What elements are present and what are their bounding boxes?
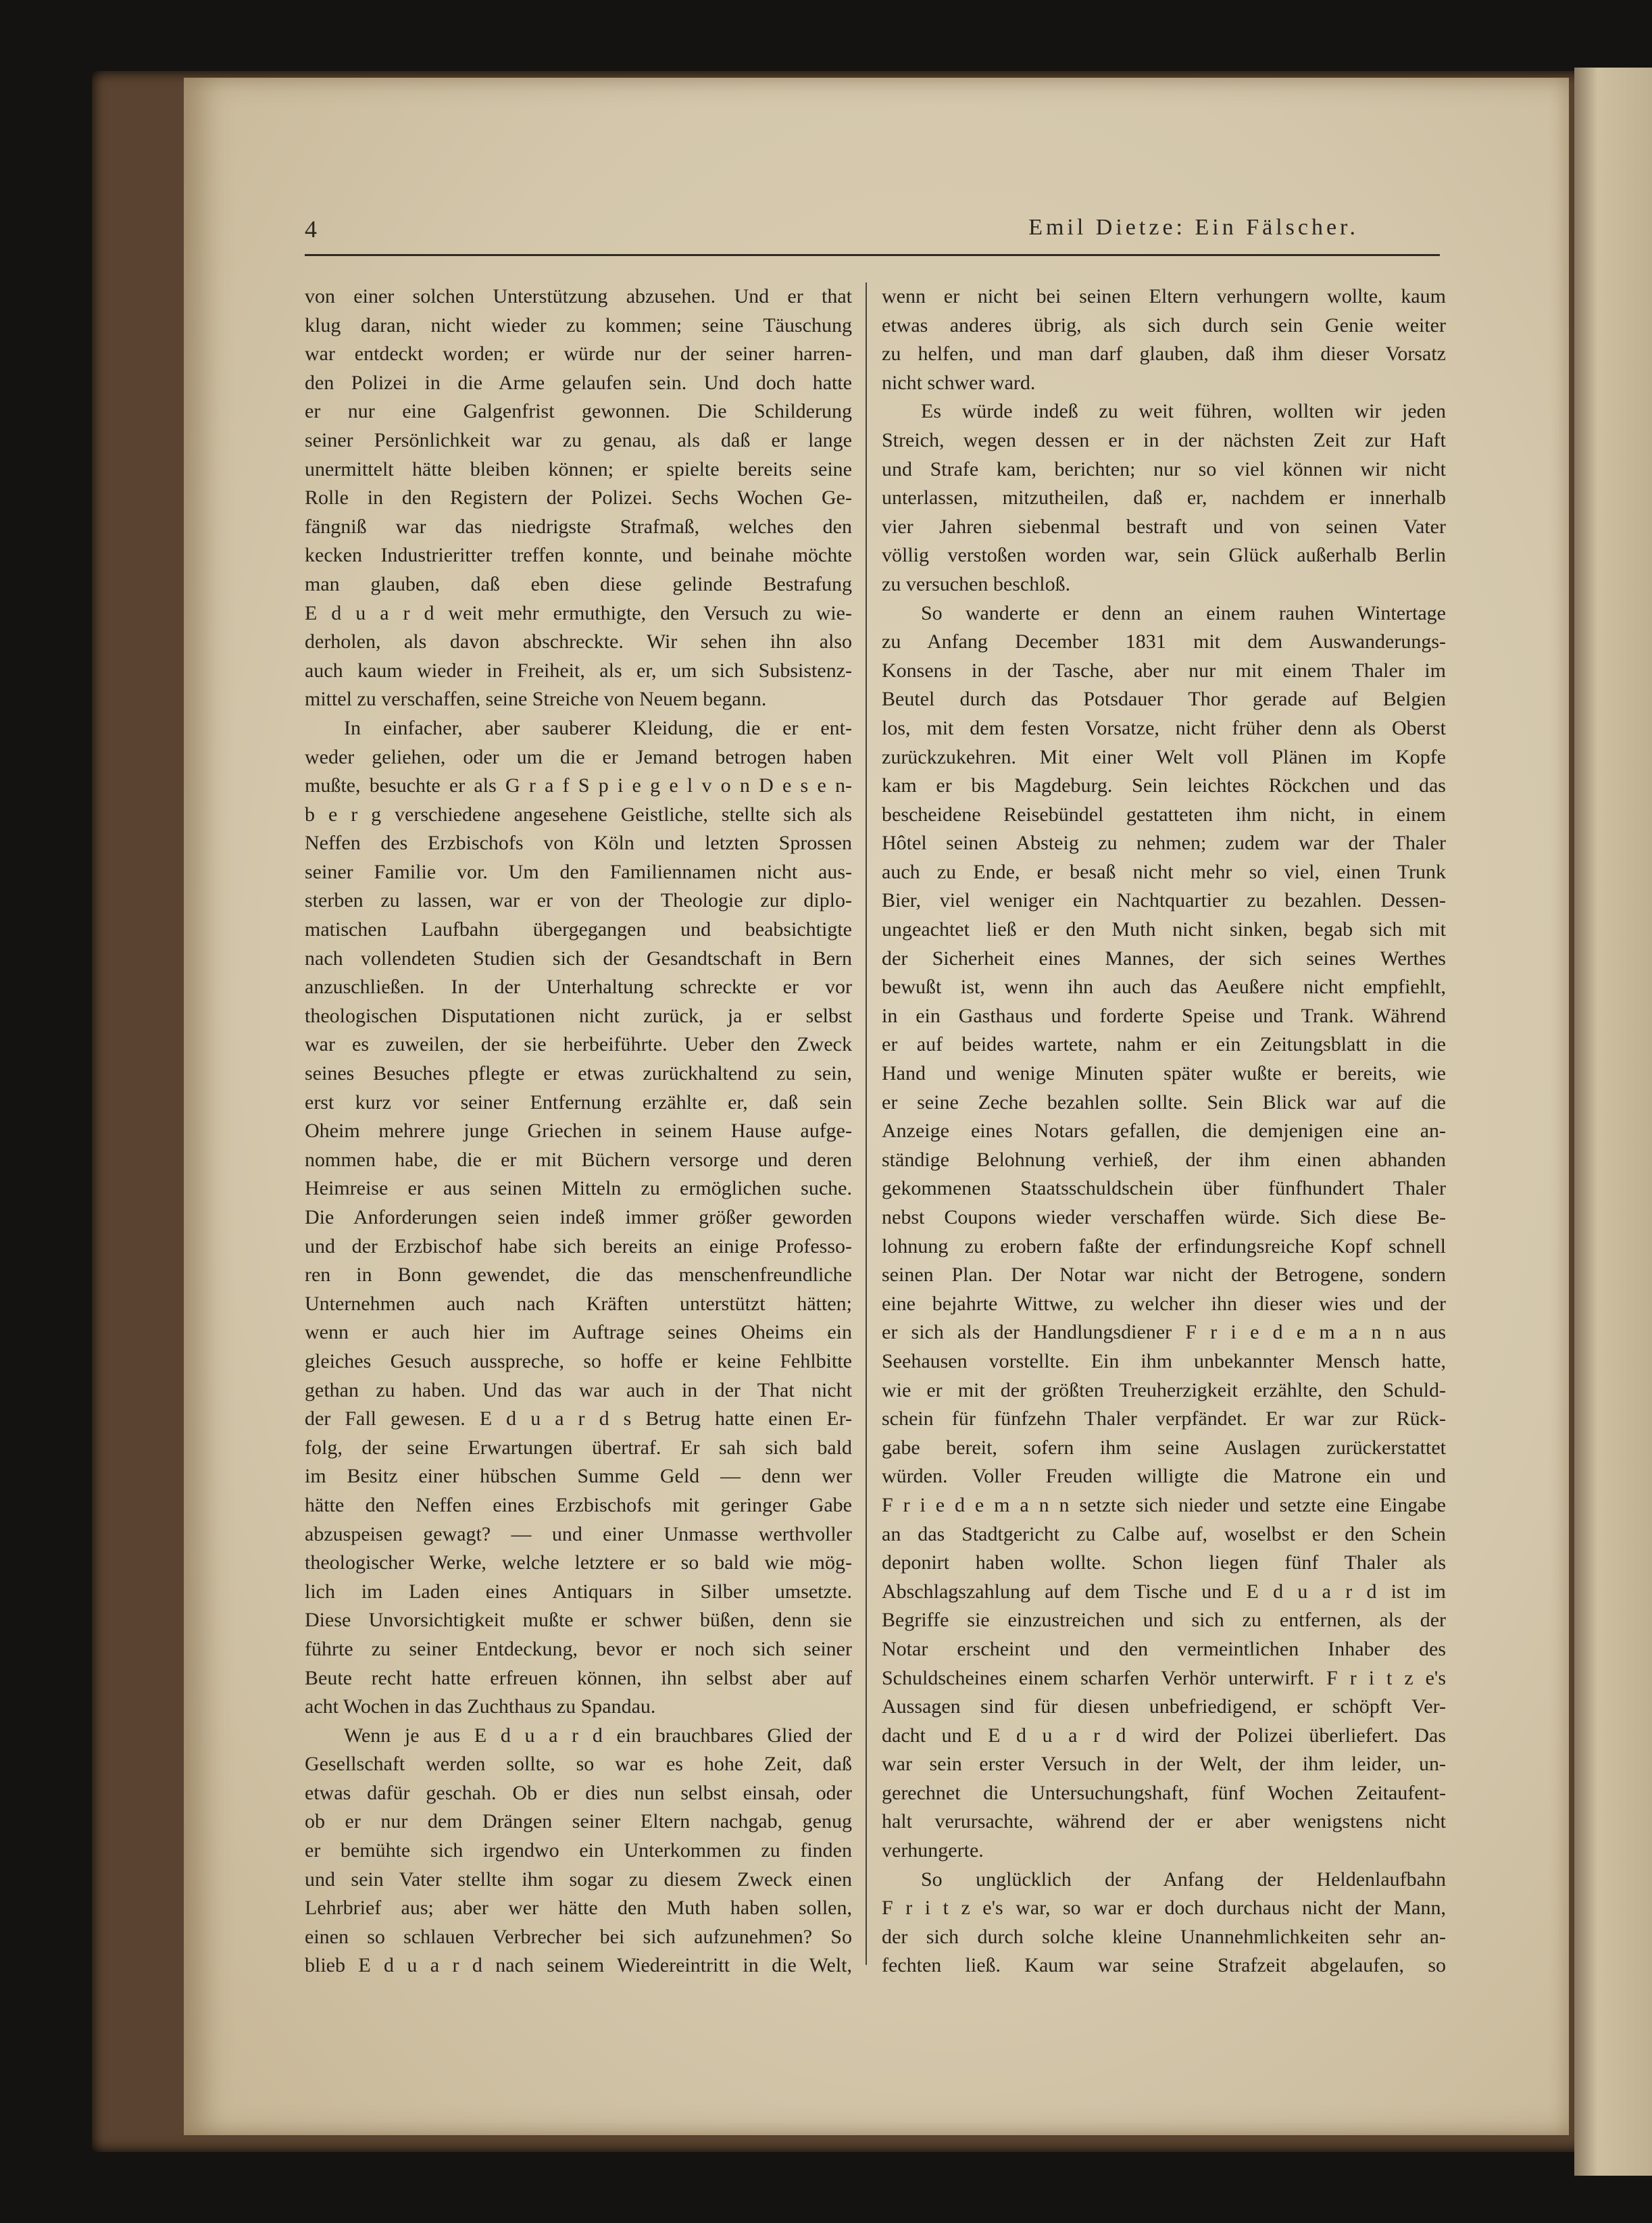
- text-line: acht Wochen in das Zuchthaus zu Spandau.: [305, 1695, 656, 1718]
- text-line: war es zuweilen, der sie herbeiführte. Ueber den Zweck: [305, 1033, 852, 1056]
- text-line: der Sicherheit eines Mannes, der sich seines Werthes: [882, 947, 1446, 970]
- text-line: fechten ließ. Kaum war seine Strafzeit abgelaufen, so: [882, 1954, 1446, 1977]
- text-line: Abschlagszahlung auf dem Tische und E d u a r d ist im: [882, 1580, 1446, 1603]
- paragraph: [305, 1722, 852, 1980]
- text-line: erst kurz vor seiner Entfernung erzählte er, daß sein: [305, 1091, 852, 1114]
- text-line: lohnung zu erobern faßte der erfindungsreiche Kopf schnell: [882, 1234, 1446, 1257]
- text-line: bewußt ist, wenn ihn auch das Aeußere nicht empfiehlt,: [882, 976, 1446, 999]
- text-line: F r i e d e m a n n setzte sich nieder und setzte eine Eingabe: [882, 1493, 1446, 1516]
- text-line: b e r g verschiedene angesehene Geistliche, stellte sich als: [305, 803, 852, 826]
- text-line: er sich als der Handlungsdiener F r i e d e m a n n aus: [882, 1321, 1446, 1344]
- text-line: war sein erster Versuch in der Welt, der ihm leider, un-: [882, 1753, 1446, 1776]
- text-line: Wenn je aus E d u a r d ein brauchbares Glied der: [344, 1724, 852, 1747]
- text-line: unermittelt hätte bleiben können; er spielte bereits seine: [305, 457, 852, 480]
- text-line: Oheim mehrere junge Griechen in seinem Hause aufge-: [305, 1120, 852, 1143]
- text-line: deponirt haben wollte. Schon liegen fünf Thaler als: [882, 1551, 1446, 1574]
- text-line: den Polizei in die Arme gelaufen sein. Und doch hatte: [305, 371, 852, 394]
- text-line: ungeachtet ließ er den Muth nicht sinken, begab sich mit: [882, 918, 1446, 941]
- text-line: E d u a r d weit mehr ermuthigte, den Versuch zu wie-: [305, 601, 852, 624]
- text-line: Begriffe sie einzustreichen und sich zu entfernen, als der: [882, 1609, 1446, 1632]
- text-line: etwas anderes übrig, als sich durch sein Genie weiter: [882, 314, 1446, 336]
- text-line: matischen Laufbahn übergegangen und beabsichtigte: [305, 918, 852, 941]
- text-line: gekommenen Staatsschuldschein über fünfhundert Thaler: [882, 1177, 1446, 1200]
- text-line: ob er nur dem Drängen seiner Eltern nachgab, genug: [305, 1810, 852, 1833]
- text-line: von einer solchen Unterstützung abzusehen. Und er that: [305, 285, 852, 307]
- page-number: 4: [305, 216, 317, 243]
- text-line: Diese Unvorsichtigkeit mußte er schwer büßen, denn sie: [305, 1609, 852, 1632]
- text-line: F r i t z e's war, so war er doch durchaus nicht der Mann,: [882, 1897, 1446, 1920]
- text-line: seiner Familie vor. Um den Familiennamen nicht aus-: [305, 860, 852, 883]
- paragraph: [882, 1866, 1446, 1980]
- text-line: Unternehmen auch nach Kräften unterstützt hätten;: [305, 1292, 852, 1315]
- text-line: nebst Coupons wieder verschaffen würde. Sich diese Be-: [882, 1206, 1446, 1228]
- text-line: Anzeige eines Notars gefallen, die demjenigen eine an-: [882, 1120, 1446, 1143]
- text-line: auch kaum wieder in Freiheit, als er, um sich Subsistenz-: [305, 659, 852, 682]
- text-line: los, mit dem festen Vorsatze, nicht früher denn als Oberst: [882, 716, 1446, 739]
- text-line: blieb E d u a r d nach seinem Wiedereintritt in die Welt,: [305, 1954, 852, 1977]
- paragraph: [305, 282, 852, 714]
- text-line: Beute recht hatte erfreuen können, ihn selbst aber auf: [305, 1666, 852, 1689]
- text-line: lich im Laden eines Antiquars in Silber umsetzte.: [305, 1580, 852, 1603]
- text-line: Hôtel seinen Absteig zu nehmen; zudem war der Thaler: [882, 832, 1446, 855]
- paragraph: [882, 599, 1446, 1866]
- text-line: dacht und E d u a r d wird der Polizei überliefert. Das: [882, 1724, 1446, 1747]
- text-line: würden. Voller Freuden willigte die Matrone ein und: [882, 1465, 1446, 1488]
- text-line: er auf beides wartete, nahm er ein Zeitungsblatt in die: [882, 1033, 1446, 1056]
- text-line: Hand und wenige Minuten später wußte er bereits, wie: [882, 1062, 1446, 1085]
- paragraph: [882, 282, 1446, 397]
- paragraph: [305, 714, 852, 1722]
- text-line: Rolle in den Registern der Polizei. Sechs Wochen Ge-: [305, 486, 852, 509]
- text-line: sterben zu lassen, war er von der Theologie zur diplo-: [305, 889, 852, 912]
- text-line: Schuldscheines einem scharfen Verhör unterwirft. F r i t z e's: [882, 1666, 1446, 1689]
- text-line: unterlassen, mitzutheilen, daß er, nachdem er innerhalb: [882, 486, 1446, 509]
- text-line: gerechnet die Untersuchungshaft, fünf Wochen Zeitaufent-: [882, 1781, 1446, 1804]
- text-line: anzuschließen. In der Unterhaltung schreckte er vor: [305, 976, 852, 999]
- text-line: Konsens in der Tasche, aber nur mit einem Thaler im: [882, 659, 1446, 682]
- text-line: einen so schlauen Verbrecher bei sich aufzunehmen? So: [305, 1925, 852, 1948]
- text-line: Bier, viel weniger ein Nachtquartier zu bezahlen. Dessen-: [882, 889, 1446, 912]
- text-line: in ein Gasthaus und forderte Speise und Trank. Während: [882, 1004, 1446, 1027]
- text-line: zu helfen, und man darf glauben, daß ihm dieser Vorsatz: [882, 343, 1446, 366]
- text-line: Notar erscheint und den vermeintlichen Inhaber des: [882, 1637, 1446, 1660]
- text-line: hätte den Neffen eines Erzbischofs mit geringer Gabe: [305, 1493, 852, 1516]
- text-line: er nur eine Galgenfrist gewonnen. Die Schilderung: [305, 400, 852, 423]
- text-line: seinen Plan. Der Notar war nicht der Betrogene, sondern: [882, 1264, 1446, 1287]
- text-line: wenn er auch hier im Auftrage seines Oheims ein: [305, 1321, 852, 1344]
- text-line: abzuspeisen gewagt? — und einer Unmasse werthvoller: [305, 1522, 852, 1545]
- text-line: folg, der seine Erwartungen übertraf. Er sah sich bald: [305, 1436, 852, 1459]
- paragraph: [882, 397, 1446, 599]
- text-line: ständige Belohnung verhieß, der ihm einen abhanden: [882, 1148, 1446, 1171]
- text-line: schein für fünfzehn Thaler verpfändet. Er war zur Rück-: [882, 1407, 1446, 1430]
- text-line: der Fall gewesen. E d u a r d s Betrug hatte einen Er-: [305, 1407, 852, 1430]
- text-column-right: [882, 282, 1446, 1980]
- text-line: derholen, als davon abschreckte. Wir sehen ihn also: [305, 630, 852, 653]
- text-line: weder geliehen, oder um die er Jemand betrogen haben: [305, 745, 852, 768]
- text-line: eine bejahrte Wittwe, zu welcher ihn dieser wies und der: [882, 1292, 1446, 1315]
- page-header: [305, 215, 1440, 253]
- running-title: Emil Dietze: Ein Fälscher.: [1028, 215, 1359, 240]
- text-line: Neffen des Erzbischofs von Köln und letzten Sprossen: [305, 832, 852, 855]
- text-line: vier Jahren siebenmal bestraft und von seinen Vater: [882, 515, 1446, 538]
- text-line: So unglücklich der Anfang der Heldenlaufbahn: [921, 1868, 1446, 1891]
- text-line: So wanderte er denn an einem rauhen Wintertage: [921, 601, 1446, 624]
- text-line: Aussagen sind für diesen unbefriedigend, er schöpft Ver-: [882, 1695, 1446, 1718]
- text-line: der sich durch solche kleine Unannehmlichkeiten sehr an-: [882, 1925, 1446, 1948]
- text-line: Gesellschaft werden sollte, so war es hohe Zeit, daß: [305, 1753, 852, 1776]
- text-line: etwas dafür geschah. Ob er dies nun selbst einsah, oder: [305, 1781, 852, 1804]
- text-line: fängniß war das niedrigste Strafmaß, welches den: [305, 515, 852, 538]
- header-rule: [305, 254, 1440, 256]
- text-line: seines Besuches pflegte er etwas zurückhaltend zu sein,: [305, 1062, 852, 1085]
- text-line: wie er mit der größten Treuherzigkeit erzählte, den Schuld-: [882, 1378, 1446, 1401]
- text-line: mittel zu verschaffen, seine Streiche von Neuem begann.: [305, 688, 767, 711]
- text-line: zurückzukehren. Mit einer Welt voll Plänen im Kopfe: [882, 745, 1446, 768]
- text-line: zu versuchen beschloß.: [882, 572, 1071, 595]
- text-line: In einfacher, aber sauberer Kleidung, die er ent-: [344, 716, 852, 739]
- text-line: und Strafe kam, berichten; nur so viel können wir nicht: [882, 457, 1446, 480]
- text-line: er bemühte sich irgendwo ein Unterkommen zu finden: [305, 1839, 852, 1862]
- text-column-left: [305, 282, 852, 1980]
- text-line: mußte, besuchte er als G r a f S p i e g e l v o n D e s e n-: [305, 774, 852, 797]
- text-line: bescheidene Reisebündel gestatteten ihm nicht, in einem: [882, 803, 1446, 826]
- text-line: Beutel durch das Potsdauer Thor gerade auf Belgien: [882, 688, 1446, 711]
- text-line: war entdeckt worden; er würde nur der seiner harren-: [305, 343, 852, 366]
- text-line: und der Erzbischof habe sich bereits an einige Professo-: [305, 1234, 852, 1257]
- facing-page-edge: [1574, 68, 1652, 2176]
- text-line: völlig verstoßen worden war, sein Glück außerhalb Berlin: [882, 544, 1446, 567]
- text-line: zu Anfang December 1831 mit dem Auswanderungs-: [882, 630, 1446, 653]
- text-line: gabe bereit, sofern ihm seine Auslagen zurückerstattet: [882, 1436, 1446, 1459]
- text-line: halt verursachte, während der er aber wenigstens nicht: [882, 1810, 1446, 1833]
- text-line: nicht schwer ward.: [882, 371, 1036, 394]
- text-line: nommen habe, die er mit Büchern versorge und deren: [305, 1148, 852, 1171]
- text-line: er seine Zeche bezahlen sollte. Sein Blick war auf die: [882, 1091, 1446, 1114]
- text-line: theologischen Disputationen nicht zurück, ja er selbst: [305, 1004, 852, 1027]
- text-line: gethan zu haben. Und das war auch in der That nicht: [305, 1378, 852, 1401]
- text-line: kam er bis Magdeburg. Sein leichtes Röckchen und das: [882, 774, 1446, 797]
- text-line: seiner Persönlichkeit war zu genau, als daß er lange: [305, 428, 852, 451]
- text-line: Es würde indeß zu weit führen, wollten wir jeden: [921, 400, 1446, 423]
- text-line: Streich, wegen dessen er in der nächsten Zeit zur Haft: [882, 428, 1446, 451]
- text-line: führte zu seiner Entdeckung, bevor er noch sich seiner: [305, 1637, 852, 1660]
- text-line: ren in Bonn gewendet, die das menschenfreundliche: [305, 1264, 852, 1287]
- text-line: theologischer Werke, welche letztere er so bald wie mög-: [305, 1551, 852, 1574]
- text-line: gleiches Gesuch ausspreche, so hoffe er keine Fehlbitte: [305, 1349, 852, 1372]
- text-line: kecken Industrieritter treffen konnte, und beinahe möchte: [305, 544, 852, 567]
- text-line: Heimreise er aus seinen Mitteln zu ermöglichen suche.: [305, 1177, 852, 1200]
- text-line: man glauben, daß eben diese gelinde Bestrafung: [305, 572, 852, 595]
- text-line: und sein Vater stellte ihm sogar zu diesem Zweck einen: [305, 1868, 852, 1891]
- text-line: an das Stadtgericht zu Calbe auf, woselbst er den Schein: [882, 1522, 1446, 1545]
- text-line: klug daran, nicht wieder zu kommen; seine Täuschung: [305, 314, 852, 336]
- text-line: Lehrbrief aus; aber wer hätte den Muth haben sollen,: [305, 1897, 852, 1920]
- text-line: Seehausen vorstellte. Ein ihm unbekannter Mensch hatte,: [882, 1349, 1446, 1372]
- text-line: Die Anforderungen seien indeß immer größer geworden: [305, 1206, 852, 1228]
- text-line: im Besitz einer hübschen Summe Geld — denn wer: [305, 1465, 852, 1488]
- text-line: auch zu Ende, er besaß nicht mehr so viel, einen Trunk: [882, 860, 1446, 883]
- column-divider: [866, 282, 867, 1965]
- text-line: nach vollendeten Studien sich der Gesandtschaft in Bern: [305, 947, 852, 970]
- text-line: wenn er nicht bei seinen Eltern verhungern wollte, kaum: [882, 285, 1446, 307]
- text-line: verhungerte.: [882, 1839, 984, 1862]
